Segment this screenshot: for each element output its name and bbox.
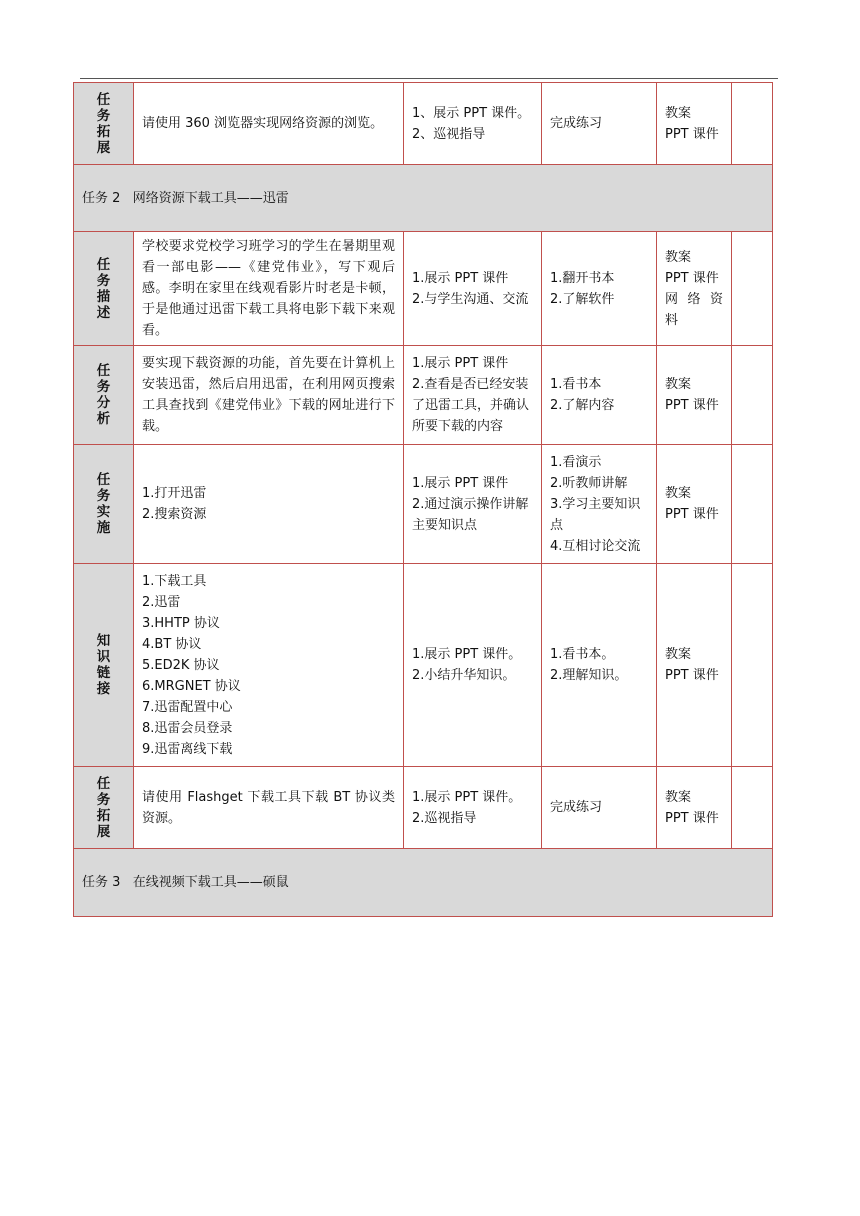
task-content: 1.下载工具 2.迅雷 3.HHTP 协议 4.BT 协议 5.ED2K 协议 6.MRGNET 协议 7.迅雷配置中心 8.迅雷会员登录 9.迅雷离线下载	[134, 564, 404, 767]
teaching-resources: 教案 PPT 课件	[657, 83, 732, 165]
student-activity: 1.看书本 2.了解内容	[542, 346, 657, 445]
notes-cell	[732, 346, 773, 445]
student-activity: 1.看演示 2.听教师讲解 3.学习主要知识点 4.互相讨论交流	[542, 445, 657, 564]
teacher-activity: 1、展示 PPT 课件。 2、巡视指导	[404, 83, 542, 165]
header-rule	[80, 78, 778, 79]
student-activity: 完成练习	[542, 83, 657, 165]
table-row	[74, 232, 773, 346]
notes-cell	[732, 83, 773, 165]
notes-cell	[732, 232, 773, 346]
section-title: 任务 3 在线视频下载工具——硕鼠	[74, 849, 773, 917]
notes-cell	[732, 564, 773, 767]
teacher-activity: 1.展示 PPT 课件。 2.小结升华知识。	[404, 564, 542, 767]
notes-cell	[732, 445, 773, 564]
row-label: 任 务 描 述	[74, 232, 134, 346]
teaching-resources: 教案 PPT 课件 网 络 资 料	[657, 232, 732, 346]
teaching-resources: 教案 PPT 课件	[657, 346, 732, 445]
teaching-resources: 教案 PPT 课件	[657, 767, 732, 849]
table-row	[74, 445, 773, 564]
teaching-resources: 教案 PPT 课件	[657, 445, 732, 564]
task-content: 学校要求党校学习班学习的学生在暑期里观看一部电影——《建党伟业》，写下观后感。李明在家里在线观看影片时老是卡顿，于是他通过迅雷下载工具将电影下载下来观看。	[134, 232, 404, 346]
task-content: 要实现下载资源的功能，首先要在计算机上安装迅雷，然后启用迅雷，在利用网页搜索工具查找到《建党伟业》下载的网址进行下载。	[134, 346, 404, 445]
teacher-activity: 1.展示 PPT 课件 2.查看是否已经安装了迅雷工具，并确认所要下载的内容	[404, 346, 542, 445]
row-label: 任 务 分 析	[74, 346, 134, 445]
section-row	[74, 165, 773, 232]
table-row	[74, 83, 773, 165]
section-title: 任务 2 网络资源下载工具——迅雷	[74, 165, 773, 232]
row-label: 任 务 拓 展	[74, 83, 134, 165]
teaching-resources: 教案 PPT 课件	[657, 564, 732, 767]
task-content: 请使用 360 浏览器实现网络资源的浏览。	[134, 83, 404, 165]
student-activity: 1.翻开书本 2.了解软件	[542, 232, 657, 346]
task-content: 请使用 Flashget 下载工具下载 BT 协议类资源。	[134, 767, 404, 849]
table-row	[74, 564, 773, 767]
teacher-activity: 1.展示 PPT 课件 2.与学生沟通、交流	[404, 232, 542, 346]
task-content: 1.打开迅雷 2.搜索资源	[134, 445, 404, 564]
student-activity: 完成练习	[542, 767, 657, 849]
table-row	[74, 346, 773, 445]
student-activity: 1.看书本。 2.理解知识。	[542, 564, 657, 767]
row-label: 知 识 链 接	[74, 564, 134, 767]
row-label: 任 务 实 施	[74, 445, 134, 564]
row-label: 任 务 拓 展	[74, 767, 134, 849]
notes-cell	[732, 767, 773, 849]
teacher-activity: 1.展示 PPT 课件 2.通过演示操作讲解主要知识点	[404, 445, 542, 564]
section-row	[74, 849, 773, 917]
lesson-plan-table	[73, 82, 773, 917]
teacher-activity: 1.展示 PPT 课件。 2.巡视指导	[404, 767, 542, 849]
table-row	[74, 767, 773, 849]
